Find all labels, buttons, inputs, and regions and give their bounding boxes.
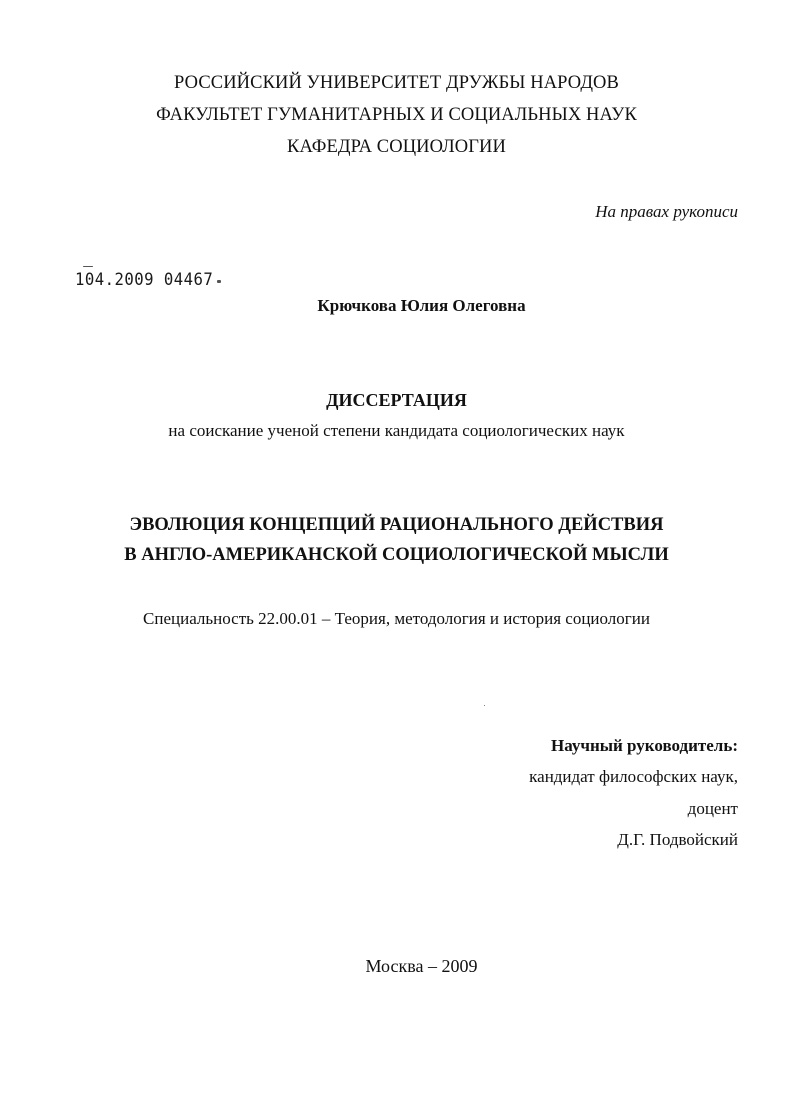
supervisor-rank: доцент (687, 799, 738, 818)
university-name: РОССИЙСКИЙ УНИВЕРСИТЕТ ДРУЖБЫ НАРОДОВ (174, 73, 619, 93)
stamp-mark-icon (217, 280, 221, 283)
faculty-name: ФАКУЛЬТЕТ ГУМАНИТАРНЫХ И СОЦИАЛЬНЫХ НАУК (156, 105, 637, 125)
supervisor-heading: Научный руководитель: (551, 736, 738, 755)
manuscript-note: На правах рукописи (595, 202, 738, 221)
author-name: Крючкова Юлия Олеговна (317, 296, 526, 315)
degree-line: на соискание ученой степени кандидата социологических наук (168, 421, 625, 440)
department-name: КАФЕДРА СОЦИОЛОГИИ (287, 137, 506, 157)
specialty-line: Специальность 22.00.01 – Теория, методология и история социологии (143, 609, 650, 628)
supervisor-name: Д.Г. Подвойский (617, 830, 738, 849)
supervisor-degree: кандидат философских наук, (529, 767, 738, 786)
scan-dot-icon (484, 705, 485, 706)
dissertation-title-line-2: В АНГЛО-АМЕРИКАНСКОЙ СОЦИОЛОГИЧЕСКОЙ МЫСЛИ (124, 545, 669, 565)
document-type: ДИССЕРТАЦИЯ (326, 390, 467, 410)
archive-stamp: 104.2009 04467 (75, 270, 214, 290)
stamp-tick-icon (83, 266, 93, 267)
city-year: Москва – 2009 (365, 956, 478, 976)
dissertation-title-line-1: ЭВОЛЮЦИЯ КОНЦЕПЦИЙ РАЦИОНАЛЬНОГО ДЕЙСТВИЯ (129, 515, 664, 535)
